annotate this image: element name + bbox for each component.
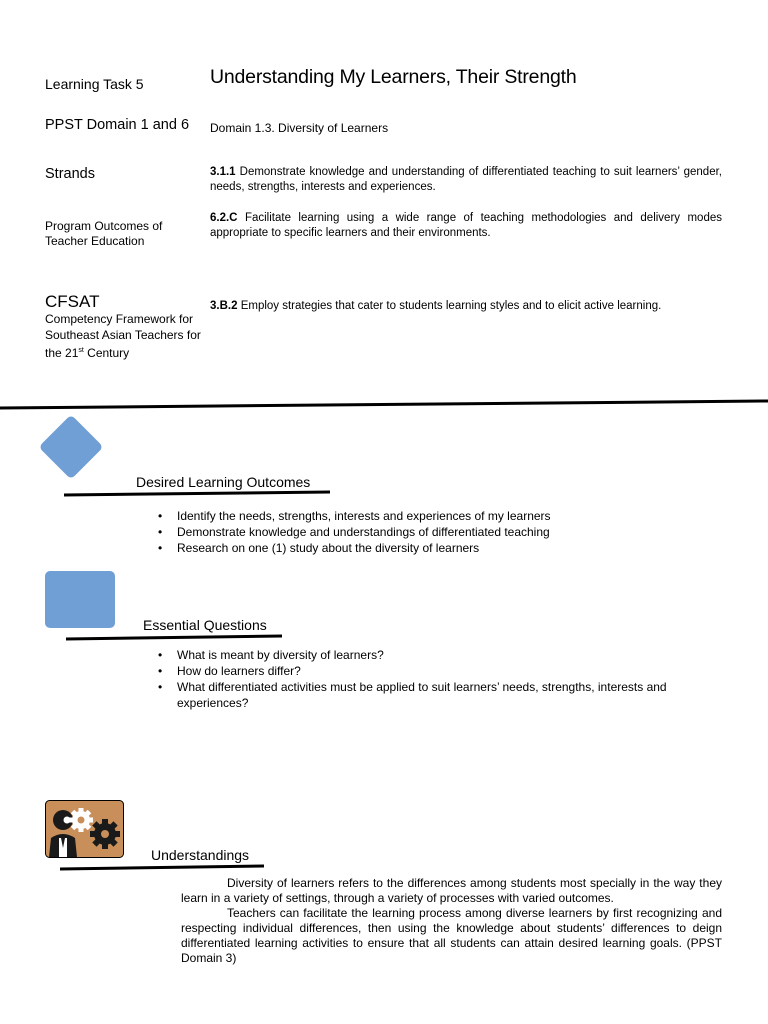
essential-questions-title: Essential Questions [143,617,267,633]
domain-text: Domain 1.3. Diversity of Learners [210,121,389,135]
desired-outcomes-underline [64,489,330,499]
cfsat-desc-end: Century [83,346,130,360]
strand-text: Demonstrate knowledge and understanding of differentiated teaching to suit learners’ gender, needs, strengths, interests and experiences. [210,166,722,193]
list-item: • What is meant by diversity of learners? [155,647,695,663]
list-item: • How do learners differ? [155,663,695,679]
outcome-code: 6.2.C [210,212,238,224]
list-item: • What differentiated activities must be applied to suit learners’ needs, strengths, interests and experiences? [155,679,695,711]
diamond-shape-icon [34,414,110,484]
understandings-body [181,876,722,966]
thinking-gears-icon [45,800,124,858]
essential-questions-list [155,647,695,711]
understandings-title: Understandings [151,847,250,863]
list-item: • Identify the needs, strengths, interests and experiences of my learners [155,508,715,524]
square-shape-icon [45,571,115,628]
cfsat-text: Employ strategies that cater to students learning styles and to elicit active learning. [237,300,662,312]
cfsat-standard [210,299,730,314]
understandings-paragraph: Teachers can facilitate the learning process among diverse learners by first recognizing and respecting individual differences, then using the knowledge about students’ differences to deign differentiated learning activities to ensure that all students can attain desired learning goals. (PPST Domain 3) [181,906,722,965]
strands-label: Strands [45,166,95,182]
learning-task-label: Learning Task 5 [45,76,144,92]
cfsat-desc-text: Competency Framework for Southeast Asian Teachers for the 21 [45,312,201,360]
outcome-description [210,211,722,241]
cfsat-label: CFSAT [45,292,100,311]
cfsat-description [45,312,205,362]
strand-description [210,165,722,195]
page-title: Understanding My Learners, Their Strength [210,66,577,88]
program-outcomes-label: Program Outcomes of Teacher Education [45,219,163,248]
desired-outcomes-list [155,508,715,556]
strand-code: 3.1.1 [210,166,236,178]
list-item: • Demonstrate knowledge and understandings of differentiated teaching [155,524,715,540]
desired-outcomes-title: Desired Learning Outcomes [136,474,311,490]
understandings-paragraph: Diversity of learners refers to the differences among students most specially in the way they learn in a variety of settings, through a variety of processes with varied outcomes. [181,876,722,905]
outcome-text: Facilitate learning using a wide range of teaching methodologies and delivery modes appropriate to specific learners and their environments. [210,212,722,239]
section-divider [0,398,768,412]
cfsat-code: 3.B.2 [210,300,238,312]
understandings-underline [60,863,264,873]
list-item: • Research on one (1) study about the diversity of learners [155,540,715,556]
ppst-domain-label: PPST Domain 1 and 6 [45,117,190,133]
essential-questions-underline [66,633,282,643]
cfsat-desc-sup: st [78,347,84,354]
